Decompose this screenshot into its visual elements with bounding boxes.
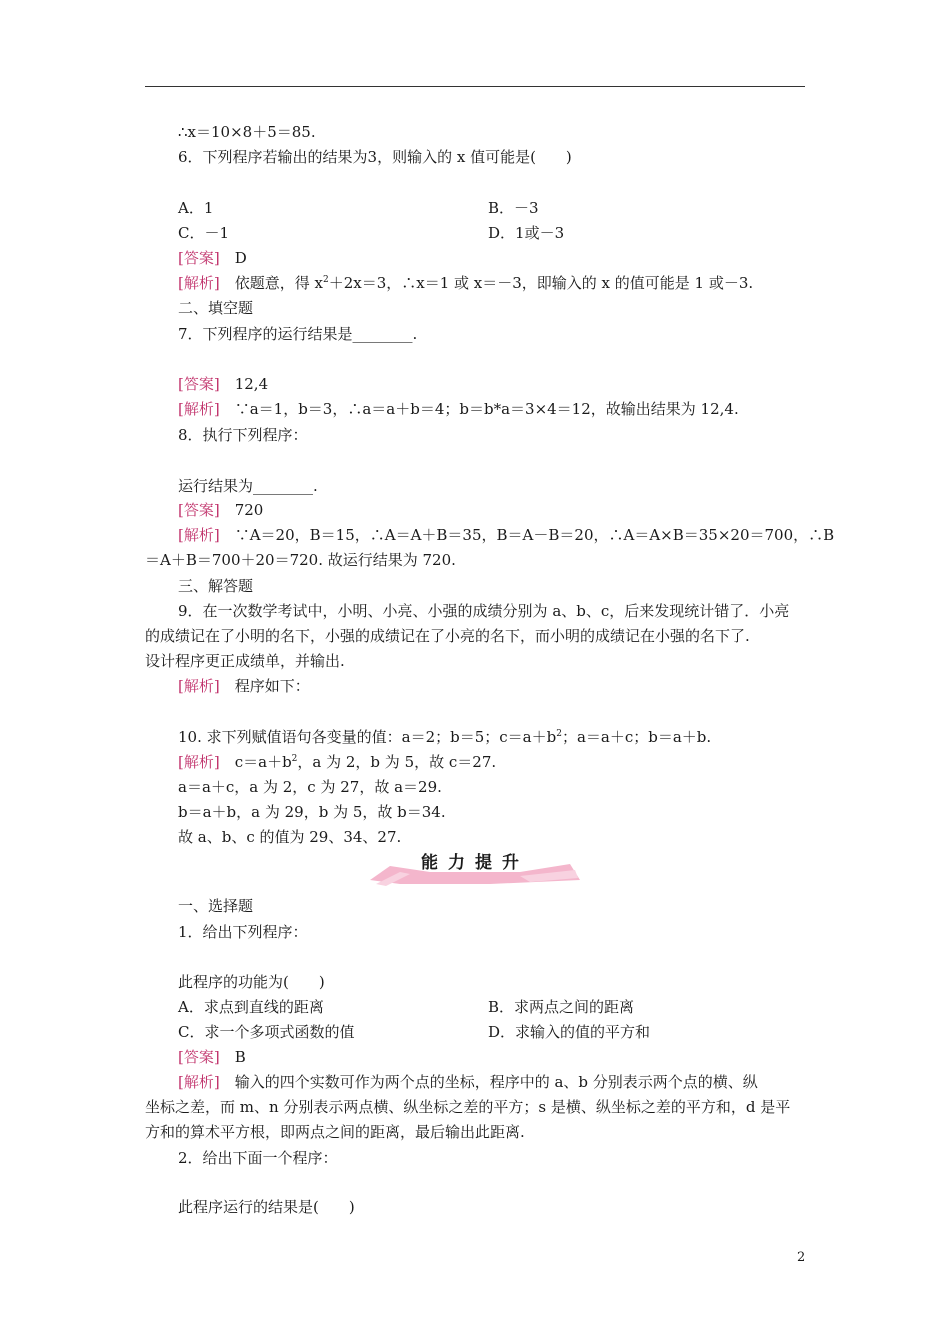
- option-c: C．求一个多项式函数的值: [178, 1023, 355, 1041]
- text-line: b＝a＋b，a 为 29，b 为 5，故 b＝34.: [178, 803, 446, 821]
- answer-line: [答案] 720: [178, 501, 264, 519]
- header-rule: [145, 86, 805, 87]
- analysis-line: [解析] ∵a＝1，b＝3，∴a＝a＋b＝4；b＝b*a＝3×4＝12，故输出结果为 12,4.: [178, 400, 739, 418]
- answer-tag: [答案]: [178, 501, 220, 519]
- question-7: 7．下列程序的运行结果是________.: [178, 325, 418, 343]
- text-line: ＝A＋B＝700＋20＝720. 故运行结果为 720.: [145, 551, 456, 569]
- question-8: 8．执行下列程序：: [178, 426, 308, 444]
- analysis-line: [解析] ∵A＝20，B＝15，∴A＝A＋B＝35，B＝A－B＝20，∴A＝A×B＝35×20＝700，∴B: [178, 526, 835, 544]
- text-line: 故 a、b、c 的值为 29、34、27.: [178, 828, 402, 846]
- answer-tag: [答案]: [178, 249, 220, 267]
- answer-line: [答案] D: [178, 249, 247, 267]
- analysis-line: [解析] 输入的四个实数可作为两个点的坐标，程序中的 a、b 分别表示两个点的横、纵: [178, 1073, 758, 1091]
- analysis-line: [解析] $c=a+b^2$，a 为 2，b 为 5，故 c＝27.: [178, 753, 497, 771]
- text-line: a＝a＋c，a 为 2，c 为 27，故 a＝29.: [178, 778, 442, 796]
- question-6: 6．下列程序若输出的结果为3，则输入的 x 值可能是( ): [178, 148, 572, 166]
- option-a: A．1: [178, 199, 214, 217]
- analysis-tag: [解析]: [178, 526, 220, 544]
- banner-title: 能力提升: [421, 853, 529, 873]
- section-heading: 三、解答题: [178, 577, 254, 595]
- question-1: 1．给出下列程序：: [178, 923, 308, 941]
- text-line: 运行结果为________.: [178, 477, 318, 495]
- page-number: 2: [797, 1250, 806, 1265]
- option-b: B．求两点之间的距离: [488, 998, 635, 1016]
- answer-tag: [答案]: [178, 375, 220, 393]
- text-line: 设计程序更正成绩单，并输出.: [145, 652, 345, 670]
- answer-line: [答案] 12,4: [178, 375, 269, 393]
- text-line: 方和的算术平方根，即两点之间的距离，最后输出此距离.: [145, 1123, 525, 1141]
- text-line: 坐标之差，而 m、n 分别表示两点横、纵坐标之差的平方；s 是横、纵坐标之差的平方和，d 是平: [145, 1098, 791, 1116]
- analysis-line: [解析] 依题意，得 $x^2+2x=3$，∴x＝1 或 x＝－3，即输入的 x 的值可能是 1 或－3.: [178, 274, 754, 292]
- question-2: 2．给出下面一个程序：: [178, 1149, 338, 1167]
- analysis-tag: [解析]: [178, 274, 220, 292]
- section-heading: 二、填空题: [178, 299, 254, 317]
- option-c: C．－1: [178, 224, 230, 242]
- analysis-line: [解析] 程序如下：: [178, 677, 310, 695]
- option-b: B．－3: [488, 199, 539, 217]
- text-line: 此程序的功能为( ): [178, 973, 325, 991]
- option-d: D．1或－3: [488, 224, 565, 242]
- text-line: 此程序运行的结果是( ): [178, 1198, 355, 1216]
- answer-tag: [答案]: [178, 1048, 220, 1066]
- question-10: 10. 求下列赋值语句各变量的值：a＝2；b＝5；$c=a+b^2$；a＝a＋c；b＝a＋b.: [178, 728, 712, 746]
- analysis-tag: [解析]: [178, 1073, 220, 1091]
- text-line: ∴x＝10×8＋5＝85.: [178, 123, 316, 141]
- text-line: 的成绩记在了小明的名下，小强的成绩记在了小亮的名下，而小明的成绩记在小强的名下了.: [145, 627, 750, 645]
- analysis-tag: [解析]: [178, 400, 220, 418]
- answer-line: [答案] B: [178, 1048, 246, 1066]
- analysis-tag: [解析]: [178, 753, 220, 771]
- option-d: D．求输入的值的平方和: [488, 1023, 651, 1041]
- section-banner: [370, 850, 580, 888]
- option-a: A．求点到直线的距离: [178, 998, 324, 1016]
- question-9: 9．在一次数学考试中，小明、小亮、小强的成绩分别为 a、b、c，后来发现统计错了．小亮: [178, 602, 790, 620]
- section-heading: 一、选择题: [178, 897, 254, 915]
- analysis-tag: [解析]: [178, 677, 220, 695]
